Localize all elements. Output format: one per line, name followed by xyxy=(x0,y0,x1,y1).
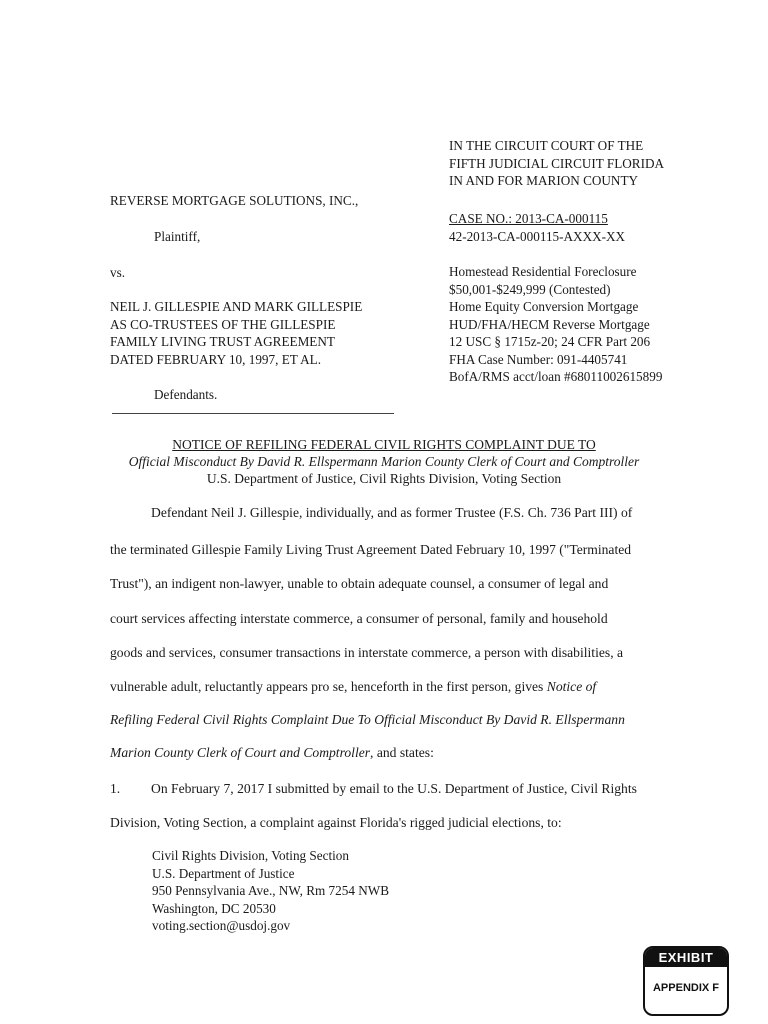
body-line: On February 7, 2017 I submitted by email to the U.S. Department of Justice, Civil Rights xyxy=(151,781,637,796)
court-line: IN AND FOR MARION COUNTY xyxy=(449,173,639,188)
address-line: U.S. Department of Justice xyxy=(152,865,295,881)
document-title xyxy=(0,436,768,487)
case-details xyxy=(449,263,662,386)
exhibit-label: EXHIBIT xyxy=(645,948,727,967)
plaintiff-name: REVERSE MORTGAGE SOLUTIONS, INC., xyxy=(110,193,359,208)
body-line xyxy=(110,745,434,761)
body-line: Defendant Neil J. Gillespie, individually, and as former Trustee (F.S. Ch. 736 Part III) of xyxy=(151,505,633,520)
defendant-line: DATED FEBRUARY 10, 1997, ET AL. xyxy=(110,351,322,367)
address-line: Washington, DC 20530 xyxy=(152,900,276,916)
versus: vs. xyxy=(110,265,126,280)
title-sub: Official Misconduct By David R. Ellspermann Marion County Clerk of Court and Comptroller xyxy=(128,454,640,469)
court-header xyxy=(449,137,664,190)
case-detail-line: Home Equity Conversion Mortgage xyxy=(449,299,639,314)
defendant-line: AS CO-TRUSTEES OF THE GILLESPIE xyxy=(110,316,336,332)
address-line: voting.section@usdoj.gov xyxy=(152,918,291,934)
case-detail-line: BofA/RMS acct/loan #68011002615899 xyxy=(449,369,663,384)
address-block xyxy=(152,847,389,935)
defendants-block xyxy=(110,298,362,368)
defendants-role: Defendants. xyxy=(154,387,218,402)
defendant-line: NEIL J. GILLESPIE AND MARK GILLESPIE xyxy=(110,299,363,314)
case-detail-line: Homestead Residential Foreclosure xyxy=(449,264,637,279)
case-detail-line: FHA Case Number: 091-4405741 xyxy=(449,351,628,367)
court-line: FIFTH JUDICIAL CIRCUIT FLORIDA xyxy=(449,155,665,171)
defendant-line: FAMILY LIVING TRUST AGREEMENT xyxy=(110,334,335,349)
plaintiff-role: Plaintiff, xyxy=(154,229,201,244)
body-line: goods and services, consumer transactions in interstate commerce, a person with disabilities, a xyxy=(110,645,624,660)
body-line: the terminated Gillespie Family Living Trust Agreement Dated February 10, 1997 ("Terminated xyxy=(110,542,632,557)
court-line: IN THE CIRCUIT COURT OF THE xyxy=(449,138,644,153)
address-line: 950 Pennsylvania Ave., NW, Rm 7254 NWB xyxy=(152,883,389,899)
body-line: Refiling Federal Civil Rights Complaint Due To Official Misconduct By David R. Ellspermann xyxy=(110,712,625,727)
body-italic-text: Notice of xyxy=(546,679,597,694)
body-text: vulnerable adult, reluctantly appears pro se, henceforth in the first person, gives xyxy=(110,679,547,694)
address-line: Civil Rights Division, Voting Section xyxy=(152,848,349,863)
body-line xyxy=(110,679,596,695)
body-line: court services affecting interstate commerce, a consumer of personal, family and household xyxy=(110,611,608,626)
case-number: CASE NO.: 2013-CA-000115 xyxy=(449,211,608,226)
case-detail-line: 12 USC § 1715z-20; 24 CFR Part 206 xyxy=(449,334,651,349)
appendix-label: APPENDIX F xyxy=(652,982,719,994)
title-dept: U.S. Department of Justice, Civil Rights Division, Voting Section xyxy=(206,471,562,486)
exhibit-sticker xyxy=(643,946,729,1016)
case-detail-line: HUD/FHA/HECM Reverse Mortgage xyxy=(449,316,650,332)
case-number-alt: 42-2013-CA-000115-AXXX-XX xyxy=(449,229,626,244)
title-main: NOTICE OF REFILING FEDERAL CIVIL RIGHTS COMPLAINT DUE TO xyxy=(172,437,596,452)
caption-divider xyxy=(112,413,394,414)
body-text: , and states: xyxy=(370,745,434,760)
paragraph-number: 1. xyxy=(110,781,121,796)
body-line: Trust"), an indigent non-lawyer, unable to obtain adequate counsel, a consumer of legal and xyxy=(110,576,609,591)
body-line: Division, Voting Section, a complaint against Florida's rigged judicial elections, to: xyxy=(110,815,562,830)
case-detail-line: $50,001-$249,999 (Contested) xyxy=(449,281,611,297)
body-italic-text: Marion County Clerk of Court and Comptroller xyxy=(110,745,371,760)
